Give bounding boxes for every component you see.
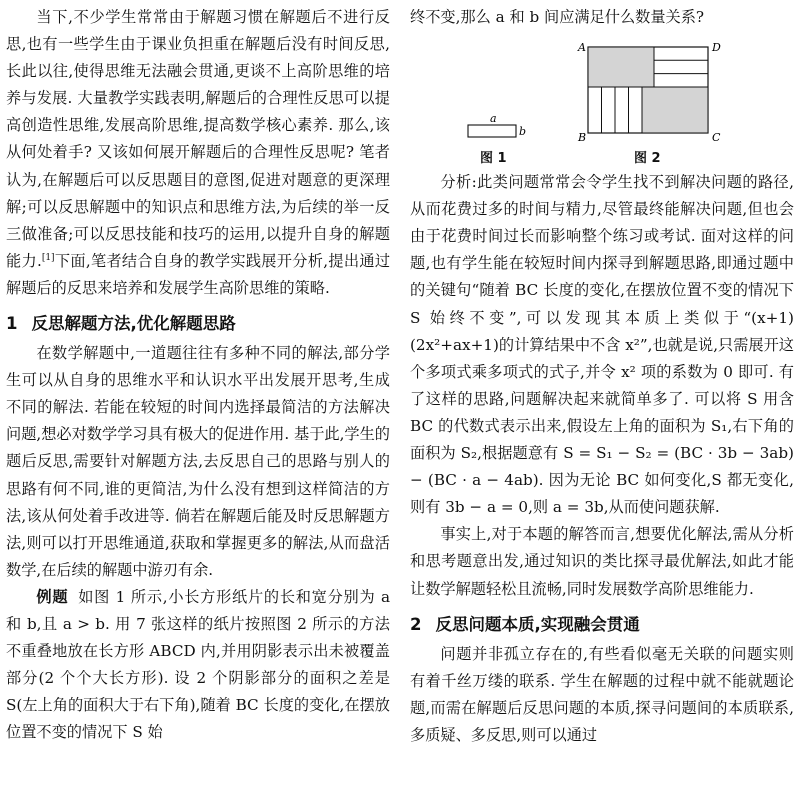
- section-2-title: 反思问题本质,实现融会贯通: [435, 614, 640, 634]
- left-column: [6, 4, 390, 746]
- section-1-paragraph: 在数学解题中,一道题往往有多种不同的解法,部分学生可以从自身的思维水平和认识水平出发展开思考,生成不同的解法. 若能在较短的时间内选择最简洁的方法解决问题,想必对数学学习具有极大的促进作用. 基于此,学生的题后反思,需要针对解题方法,去反思自己的思路与别人的思路有何不同,谁的更简洁,为什么没有想到这样简洁的方法,该从何处着手改进等. 倘若在解题后能及时反思解题方法,则可以打开思维通道,获取和掌握更多的解法,从而盘活数学,在后续的解题中游刃有余.: [6, 344, 390, 579]
- small-rectangle: [468, 125, 516, 137]
- label-a: a: [490, 112, 497, 126]
- corner-d: D: [712, 41, 721, 55]
- example-label: 例题: [36, 587, 69, 606]
- shaded-region-top-left: [588, 47, 654, 87]
- section-2-heading: [410, 611, 794, 639]
- label-b: b: [519, 125, 527, 139]
- example-paragraph: [6, 584, 390, 747]
- figure-2-caption: 图 2: [634, 151, 661, 167]
- intro-text: 当下,不少学生常常由于解题习惯在解题后不进行反思,也有一些学生由于课业负担重在解题后没有时间反思,长此以往,使得思维无法融会贯通,更谈不上高阶思维的培养与发展. 大量教学实践表明,解题后的合理性反思可以提高创造性思维,发展高阶思维,提高数学核心素养. 那么,该从何处着手? 又该如何展开解题后的合理性反思呢? 笔者认为,在解题后可以反思题目的意图,促进对题意的更深理解;可以反思解题中的知识点和思维方法,为后续的举一反三做准备;可以反思技能和技巧的运用,以提升自身的解题能力.: [6, 8, 390, 270]
- analysis-paragraph: 分析:此类问题常常会令学生找不到解决问题的路径,从而花费过多的时间与精力,尽管最终能解决问题,但也会由于花费时间过长而影响整个练习或考试. 面对这样的问题,也有学生能在较短时间内探寻到解题思路,即通过题中的关键句“随着 BC 长度的变化,在摆放位置不变的情况下 S 始终不变”,可以发现其本质上类似于“(x+1)(2x²+ax+1)的计算结果中不含 x²”,也就是说,只需展开这个多项式乘多项式的式子,并令 x² 项的系数为 0 即可. 有了这样的思路,问题解决起来就简单多了. 可以将 S 用含 BC 的代数式表示出来,假设左上角的面积为 S₁,右下角的面积为 S₂,根据题意有 S = S₁ − S₂ = (BC · 3b − 3ab) − (BC · a − 4ab). 因为无论 BC 如何变化,S 都无变化,则有 3b − a = 0,则 a = 3b,从而使问题获解.: [410, 173, 794, 517]
- fact-paragraph: 事实上,对于本题的解答而言,想要优化解法,需从分析和思考题意出发,通过知识的类比探寻最优解法,如此才能让数学解题轻松且流畅,同时发展数学高阶思维能力.: [410, 525, 794, 598]
- figure-1-caption: 图 1: [480, 151, 507, 167]
- section-2-number: 2: [410, 614, 422, 634]
- example-continuation: 终不变,那么 a 和 b 间应满足什么数量关系?: [410, 8, 705, 26]
- figure-1: [468, 112, 526, 138]
- right-column: [410, 4, 794, 749]
- intro-continuation: 下面,笔者结合自身的教学实践展开分析,提出通过解题后的反思来培养和发展学生高阶思维的策略.: [6, 251, 391, 297]
- section-1-number: 1: [6, 314, 18, 334]
- example-text: 如图 1 所示,小长方形纸片的长和宽分别为 a 和 b,且 a > b. 用 7 张这样的纸片按照图 2 所示的方法不重叠地放在长方形 ABCD 内,并用阴影表示出未被覆盖部分(2 个个大长方形). 设 2 个阴影部分的面积之差是 S(左上角的面积大于右下角),随着 BC 长度的变化,在摆放位置不变的情况下 S 始: [6, 587, 391, 742]
- section-2-paragraph: 问题并非孤立存在的,有些看似毫无关联的问题实则有着千丝万缕的联系. 学生在解题的过程中就不能就题论题,而需在解题后反思问题的本质,探寻问题间的本质联系,多质疑、多反思,则可以通过: [410, 644, 794, 744]
- section-1-title: 反思解题方法,优化解题思路: [31, 314, 236, 334]
- corner-c: C: [712, 131, 721, 145]
- corner-b: B: [578, 131, 587, 145]
- figure-area: [410, 35, 794, 165]
- shaded-region-bottom-right: [642, 87, 708, 133]
- corner-a: A: [578, 41, 586, 55]
- section-1-heading: [6, 310, 390, 338]
- citation-ref: [1]: [41, 252, 55, 263]
- figure-svg: [410, 35, 794, 147]
- figure-2: [577, 41, 721, 144]
- intro-paragraph: [6, 4, 390, 302]
